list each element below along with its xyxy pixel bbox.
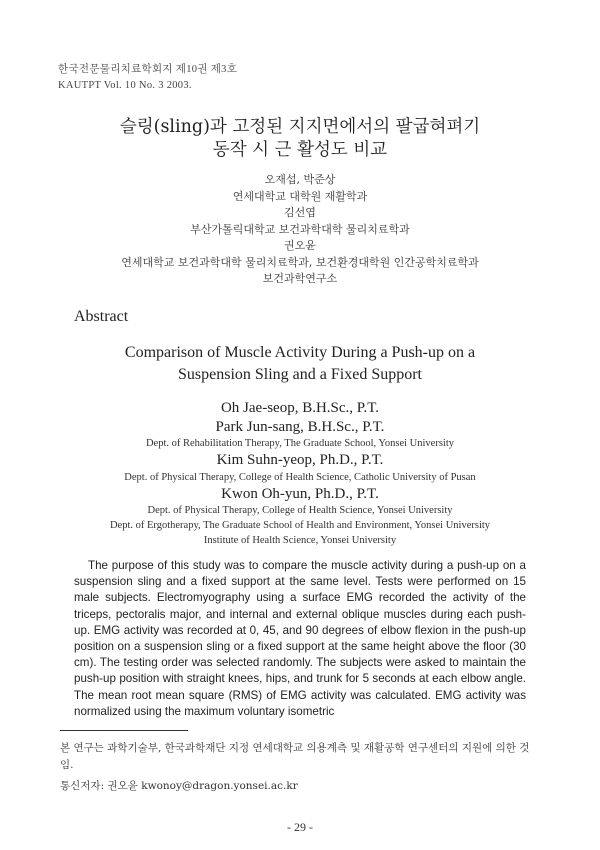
author-name: Kim Suhn-yeop, Ph.D., P.T. [216,452,384,468]
author-affiliation: Dept. of Ergotherapy, The Graduate School of Health and Environment, Yonsei University [109,520,491,531]
author-affiliation: Dept. of Physical Therapy, College of Health Science, Catholic University of Pusan [124,471,476,483]
author-name: Oh Jae-seop, B.H.Sc., P.T. [220,400,380,416]
korean-affiliation-1: 연세대학교 대학원 재활학과 [232,189,368,203]
abstract-body: The purpose of this study was to compare the muscle activity during a push-up on a suspension sling and a fixed support at the same level. Tests were performed on 15 male subjects. Electromyography using a surface EMG recorded the activity of the triceps, pectoralis major, and internal and external oblique muscles during each push-up. EMG activity was recorded at 0, 45, and 90 degrees of elbow flexion in the push-up position on a suspension sling or a fixed support at the same height above the floor (30 cm). The testing order was selected randomly. The subjects were asked to maintain the push-up position with straight knees, hips, and trunk for 5 seconds at each elbow angle. The mean root mean square (RMS) of EMG activity was calculated. EMG activity was normalized using the maximum voluntary isometric [74,559,526,718]
footnote-support: 본 연구는 과학기술부, 한국과학재단 지정 연세대학교 의용계측 및 재활공학 연구센터의 지원에 의한 것임. [60,742,530,771]
footnote-contact: 통신저자: 권오윤 kwonoy@dragon.yonsei.ac.kr [60,780,298,792]
author-affiliation: Dept. of Rehabilitation Therapy, The Graduate School, Yonsei University [145,438,455,449]
page-number: - 29 - [287,820,313,834]
korean-title-line-2: 동작 시 근 활성도 비교 [212,140,388,160]
abstract-heading: Abstract [74,308,129,325]
korean-authors-2: 김선엽 [284,206,316,219]
journal-header [58,62,237,94]
korean-affiliation-2: 부산가톨릭대학교 보건과학대학 물리치료학과 [190,222,410,236]
korean-authors-1: 오재섭, 박준상 [264,173,336,186]
footnote [60,740,540,795]
author-affiliation: Dept. of Physical Therapy, College of Health Science, Yonsei University [147,505,453,516]
korean-authors-3: 권오윤 [284,239,316,252]
korean-authors-block [0,172,600,288]
journal-name-english: KAUTPT Vol. 10 No. 3 2003. [58,80,192,91]
english-title-line-2: Suspension Sling and a Fixed Support [177,366,422,383]
english-title-line-1: Comparison of Muscle Activity During a Push-up on a [124,344,476,361]
journal-name-korean: 한국전문물리치료학회지 제10권 제3호 [58,64,238,75]
english-title [0,342,600,386]
korean-title-line-1: 슬링(sling)과 고정된 지지면에서의 팔굽혀펴기 [119,117,481,137]
korean-affiliation-3: 연세대학교 보건과학대학 물리치료학과, 보건환경대학원 인간공학치료학과 [121,255,479,269]
author-name: Park Jun-sang, B.H.Sc., P.T. [215,418,385,435]
korean-affiliation-4: 보건과학연구소 [262,272,338,285]
footnote-divider [60,730,188,731]
author-affiliation: Institute of Health Science, Yonsei University [203,535,397,546]
author-name: Kwon Oh-yun, Ph.D., P.T. [221,485,379,502]
korean-title [0,116,600,162]
english-authors-block [0,399,600,548]
